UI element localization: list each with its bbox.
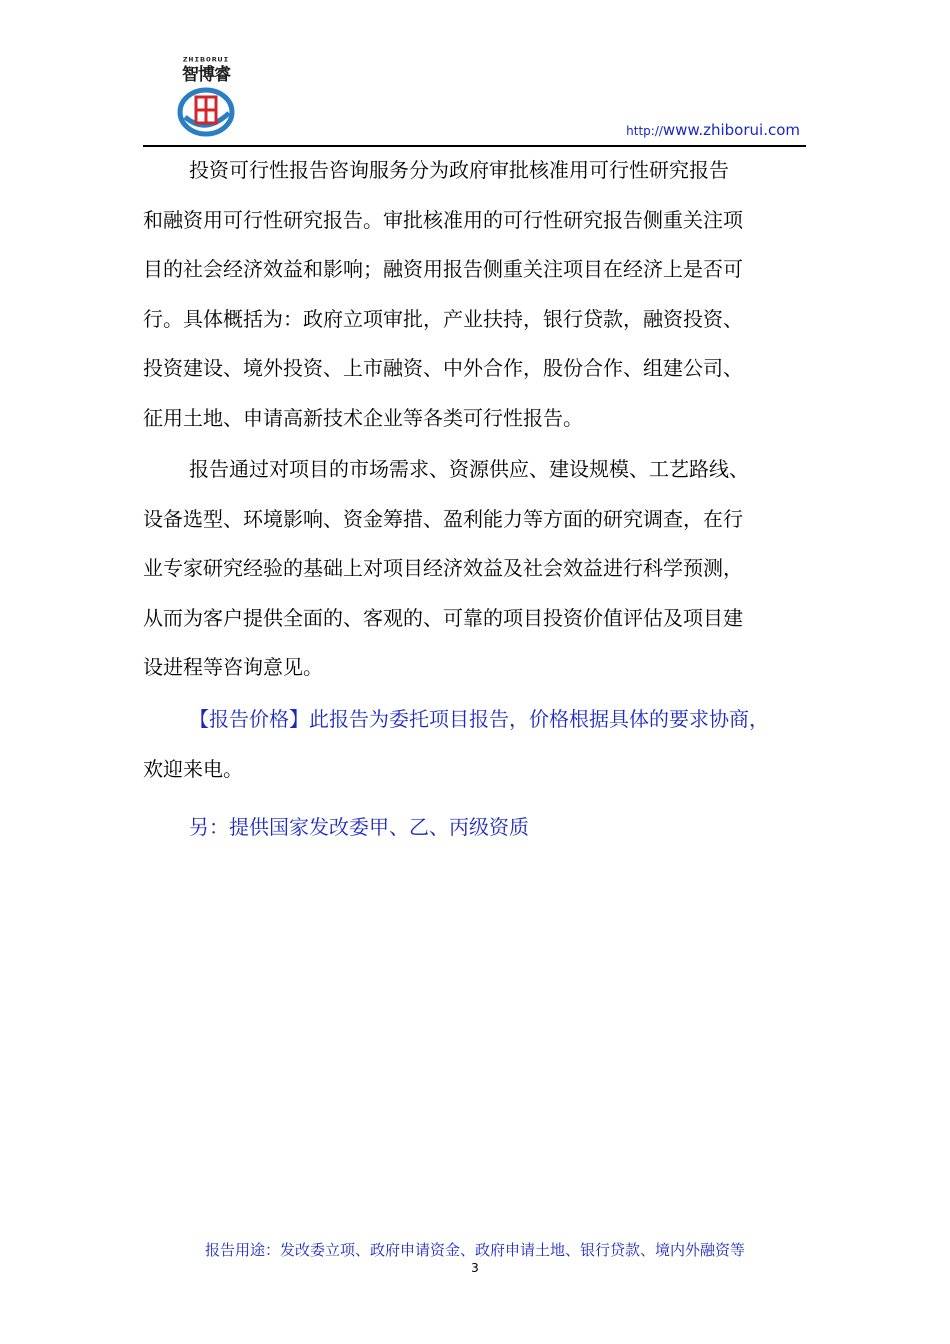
text-line: 业专家研究经验的基础上对项目经济效益及社会效益进行科学预测， — [143, 556, 743, 580]
text-line: 另：提供国家发改委甲、乙、丙级资质 — [189, 815, 529, 839]
text-line: 投资建设、境外投资、上市融资、中外合作，股份合作、组建公司、 — [143, 356, 743, 380]
url-domain: www.zhiborui.com — [662, 121, 800, 139]
website-url[interactable] — [626, 121, 800, 140]
text-line: 设备选型、环境影响、资金筹措、盈利能力等方面的研究调查，在行 — [143, 506, 743, 531]
footer-usage-text: 报告用途：发改委立项、政府申请资金、政府申请土地、银行贷款、境内外融资等 — [204, 1241, 745, 1259]
text-line: 报告通过对项目的市场需求、资源供应、建设规模、工艺路线、 — [189, 457, 749, 481]
text-line: 和融资用可行性研究报告。审批核准用的可行性研究报告侧重关注项 — [143, 207, 743, 232]
paragraph-report-scope — [143, 445, 821, 693]
company-logo — [173, 55, 239, 139]
text-line: 行。具体概括为：政府立项审批，产业扶持，银行贷款，融资投资、 — [143, 306, 743, 331]
logo-latin-text: ZHIBORUI — [182, 55, 230, 64]
logo-chinese-text: 智博睿 — [182, 65, 230, 85]
paragraph-report-price — [143, 695, 821, 794]
text-line: 征用土地、申请高新技术企业等各类可行性报告。 — [143, 405, 583, 430]
paragraph-qualification — [143, 803, 821, 853]
page-number: 3 — [471, 1261, 479, 1275]
paragraph-service-types — [143, 146, 821, 443]
text-line: 目的社会经济效益和影响；融资用报告侧重关注项目在经济上是否可 — [143, 257, 743, 281]
page-header — [143, 55, 806, 147]
url-prefix: http:// — [626, 124, 663, 138]
text-line: 【报告价格】此报告为委托项目报告，价格根据具体的要求协商， — [189, 707, 769, 731]
text-line: 设进程等咨询意见。 — [143, 655, 323, 679]
logo-emblem-icon — [177, 87, 235, 137]
text-line: 欢迎来电。 — [143, 756, 243, 781]
text-line: 投资可行性报告咨询服务分为政府审批核准用可行性研究报告 — [189, 158, 729, 182]
text-line: 从而为客户提供全面的、客观的、可靠的项目投资价值评估及项目建 — [143, 605, 743, 630]
